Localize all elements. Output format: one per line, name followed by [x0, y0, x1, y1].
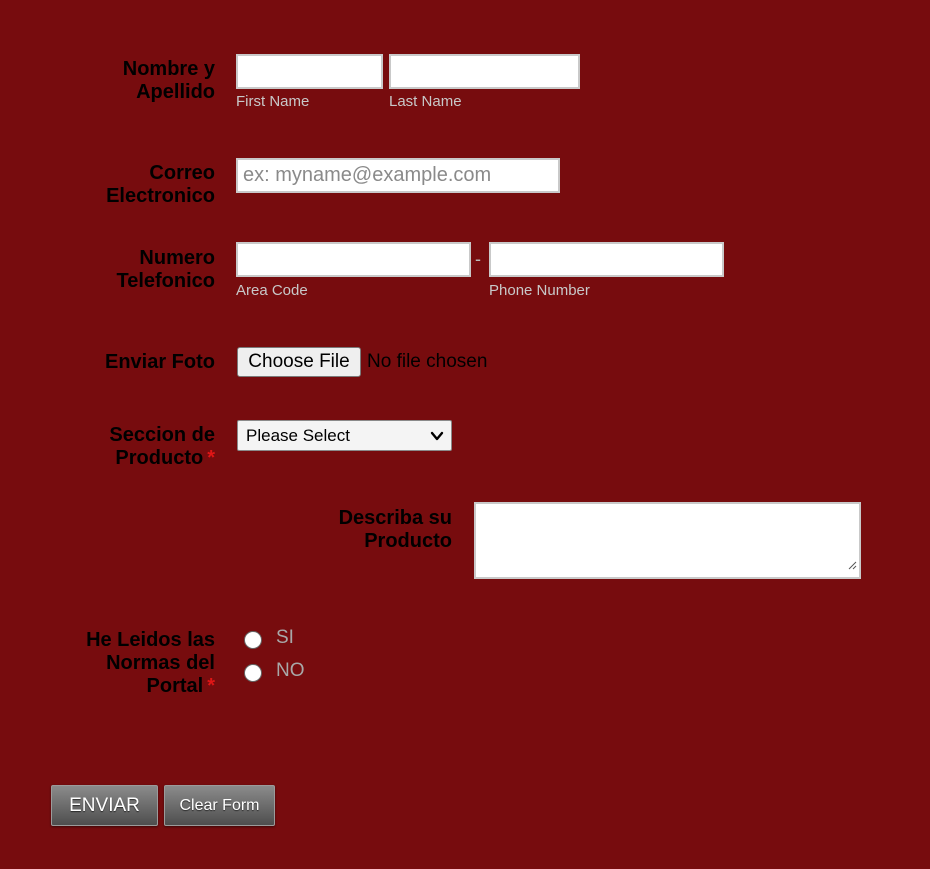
radio-no-label: NO	[276, 660, 305, 681]
name-label: Nombre y Apellido	[122, 58, 215, 103]
rules-label: He Leidos las Normas del Portal *	[86, 629, 215, 697]
area-code-input[interactable]	[236, 242, 471, 277]
first-name-input[interactable]	[236, 54, 383, 89]
email-input[interactable]	[236, 158, 560, 193]
submit-button[interactable]: ENVIAR	[51, 785, 158, 826]
radio-no[interactable]	[244, 664, 262, 682]
radio-si-label: SI	[276, 627, 294, 648]
required-asterisk: *	[207, 447, 215, 469]
phone-number-input[interactable]	[489, 242, 724, 277]
phone-label: Numero Telefonico	[116, 247, 215, 292]
email-label: Correo Electronico	[106, 162, 215, 207]
section-select[interactable]	[237, 420, 452, 451]
first-name-sublabel: First Name	[236, 93, 310, 110]
choose-file-button[interactable]: Choose File	[237, 347, 361, 377]
clear-form-button[interactable]: Clear Form	[164, 785, 275, 826]
phone-number-sublabel: Phone Number	[489, 282, 590, 299]
section-select-value: Please Select	[246, 425, 350, 445]
required-asterisk: *	[207, 675, 215, 697]
resize-handle-icon[interactable]	[847, 557, 857, 575]
description-label: Describa su Producto	[338, 507, 452, 552]
chevron-down-icon	[430, 428, 444, 448]
radio-si[interactable]	[244, 631, 262, 649]
section-label: Seccion de Producto *	[109, 424, 215, 469]
last-name-input[interactable]	[389, 54, 580, 89]
file-status-text: No file chosen	[367, 351, 488, 372]
area-code-sublabel: Area Code	[236, 282, 308, 299]
phone-separator: -	[475, 249, 481, 269]
last-name-sublabel: Last Name	[389, 93, 462, 110]
photo-label: Enviar Foto	[104, 351, 215, 373]
description-textarea[interactable]	[474, 502, 861, 579]
